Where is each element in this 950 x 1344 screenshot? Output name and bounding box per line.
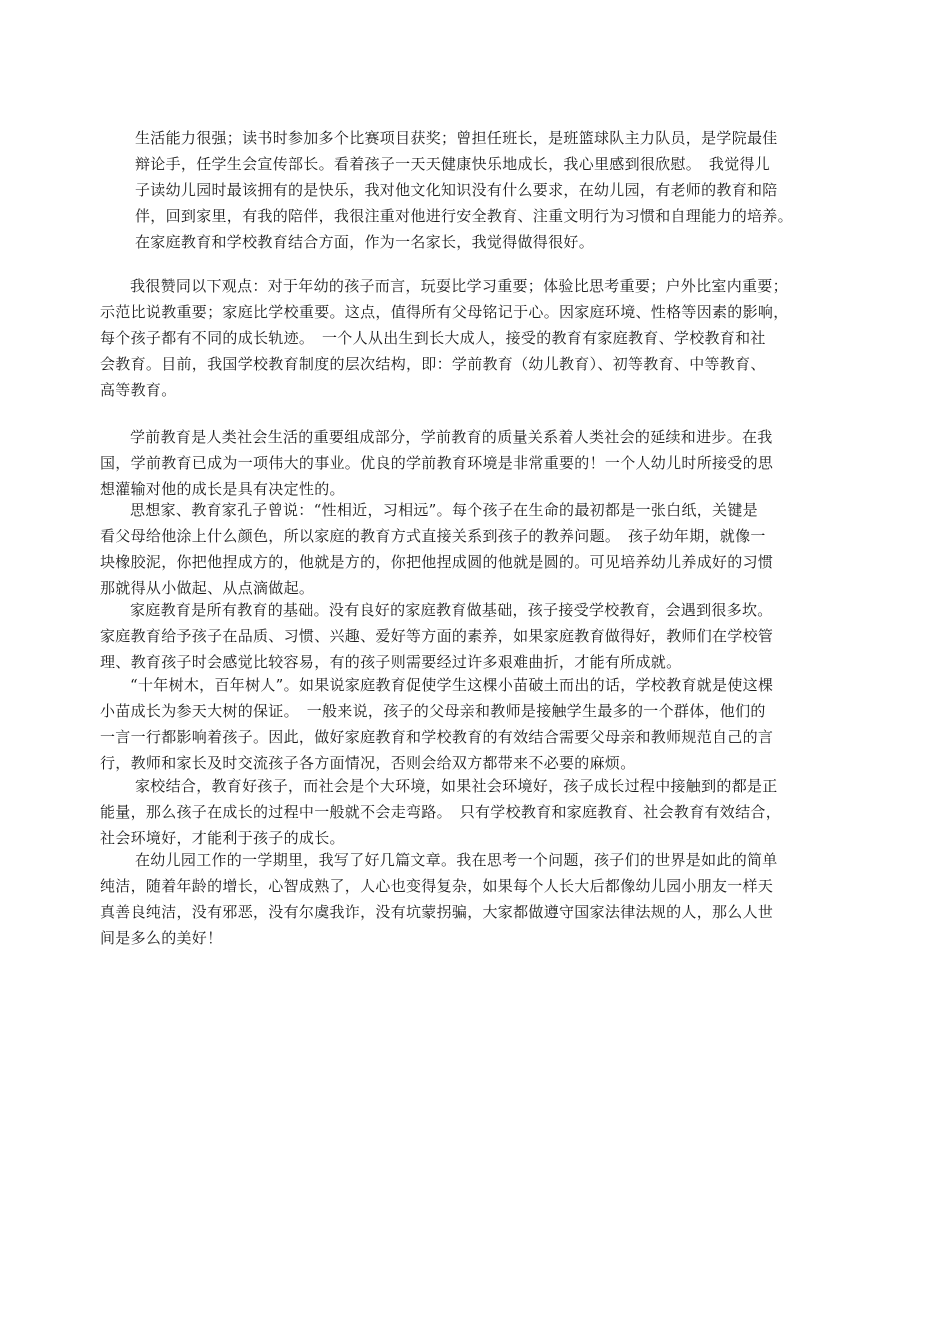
text-line: 在幼儿园工作的一学期里，我写了好几篇文章。我在思考一个问题，孩子们的世界是如此的简单	[135, 851, 778, 869]
text-line: 思想家、教育家孔子曾说：“性相近，习相远”。每个孩子在生命的最初都是一张白纸，关键是	[130, 501, 758, 519]
text-line: 一言一行都影响着孩子。因此，做好家庭教育和学校教育的有效结合需要父母亲和教师规范自己的言	[100, 728, 774, 746]
text-line: 间是多么的美好！	[100, 929, 223, 947]
text-line: 家庭教育是所有教育的基础。没有良好的家庭教育做基础，孩子接受学校教育，会遇到很多坎。	[130, 601, 773, 619]
text-line: 在家庭教育和学校教育结合方面，作为一名家长，我觉得做得很好。	[135, 233, 595, 251]
text-line: 辩论手，任学生会宣传部长。看着孩子一天天健康快乐地成长，我心里感到很欣慰。 我觉得儿	[135, 155, 771, 173]
text-line: 小苗成长为参天大树的保证。 一般来说，孩子的父母亲和教师是接触学生最多的一个群体，他们的	[100, 702, 766, 720]
text-line: 家庭教育给予孩子在品质、习惯、兴趣、爱好等方面的素养，如果家庭教育做得好，教师们在学校管	[100, 627, 774, 645]
text-line: 想灌输对他的成长是具有决定性的。	[100, 480, 345, 498]
text-line: 伴，回到家里，有我的陪伴，我很注重对他进行安全教育、注重文明行为习惯和自理能力的培养。	[135, 207, 793, 225]
text-line: 高等教育。	[100, 381, 177, 399]
text-line: 行，教师和家长及时交流孩子各方面情况，否则会给双方都带来不必要的麻烦。	[100, 754, 636, 772]
text-line: 那就得从小做起、从点滴做起。	[100, 579, 315, 597]
text-line: 理、教育孩子时会感觉比较容易，有的孩子则需要经过许多艰难曲折，才能有所成就。	[100, 653, 682, 671]
text-line: 我很赞同以下观点：对于年幼的孩子而言，玩耍比学习重要；体验比思考重要；户外比室内重要；	[130, 277, 788, 295]
text-line: 家校结合，教育好孩子，而社会是个大环境，如果社会环境好，孩子成长过程中接触到的都是正	[135, 777, 778, 795]
text-line: 子读幼儿园时最该拥有的是快乐，我对他文化知识没有什么要求，在幼儿园，有老师的教育和陪	[135, 181, 778, 199]
text-line: “十年树木，百年树人”。如果说家庭教育促使学生这棵小苗破土而出的话，学校教育就是使这棵	[130, 676, 774, 694]
text-line: 示范比说教重要；家庭比学校重要。这点，值得所有父母铭记于心。因家庭环境、性格等因素的影响，	[100, 303, 789, 321]
text-line: 每个孩子都有不同的成长轨迹。 一个人从出生到长大成人，接受的教育有家庭教育、学校教育和社	[100, 329, 766, 347]
text-line: 能量，那么孩子在成长的过程中一般就不会走弯路。 只有学校教育和家庭教育、社会教育有效结合，	[100, 803, 782, 821]
text-line: 生活能力很强；读书时参加多个比赛项目获奖；曾担任班长，是班篮球队主力队员，是学院最佳	[135, 129, 778, 147]
text-line: 看父母给他涂上什么颜色，所以家庭的教育方式直接关系到孩子的教养问题。 孩子幼年期，就像一	[100, 527, 766, 545]
text-line: 国，学前教育已成为一项伟大的事业。优良的学前教育环境是非常重要的！一个人幼儿时所接受的思	[100, 454, 774, 472]
text-line: 会教育。目前，我国学校教育制度的层次结构，即：学前教育（幼儿教育）、初等教育、中等教育、	[100, 355, 766, 373]
text-line: 社会环境好，才能利于孩子的成长。	[100, 829, 345, 847]
text-line: 块橡胶泥，你把他捏成方的，他就是方的，你把他捏成圆的他就是圆的。可见培养幼儿养成好的习惯	[100, 553, 774, 571]
text-line: 真善良纯洁，没有邪恶，没有尔虞我诈，没有坑蒙拐骗，大家都做遵守国家法律法规的人，那么人世	[100, 903, 774, 921]
text-line: 学前教育是人类社会生活的重要组成部分，学前教育的质量关系着人类社会的延续和进步。在我	[130, 428, 773, 446]
text-line: 纯洁，随着年龄的增长，心智成熟了，人心也变得复杂，如果每个人长大后都像幼儿园小朋友一样天	[100, 877, 774, 895]
